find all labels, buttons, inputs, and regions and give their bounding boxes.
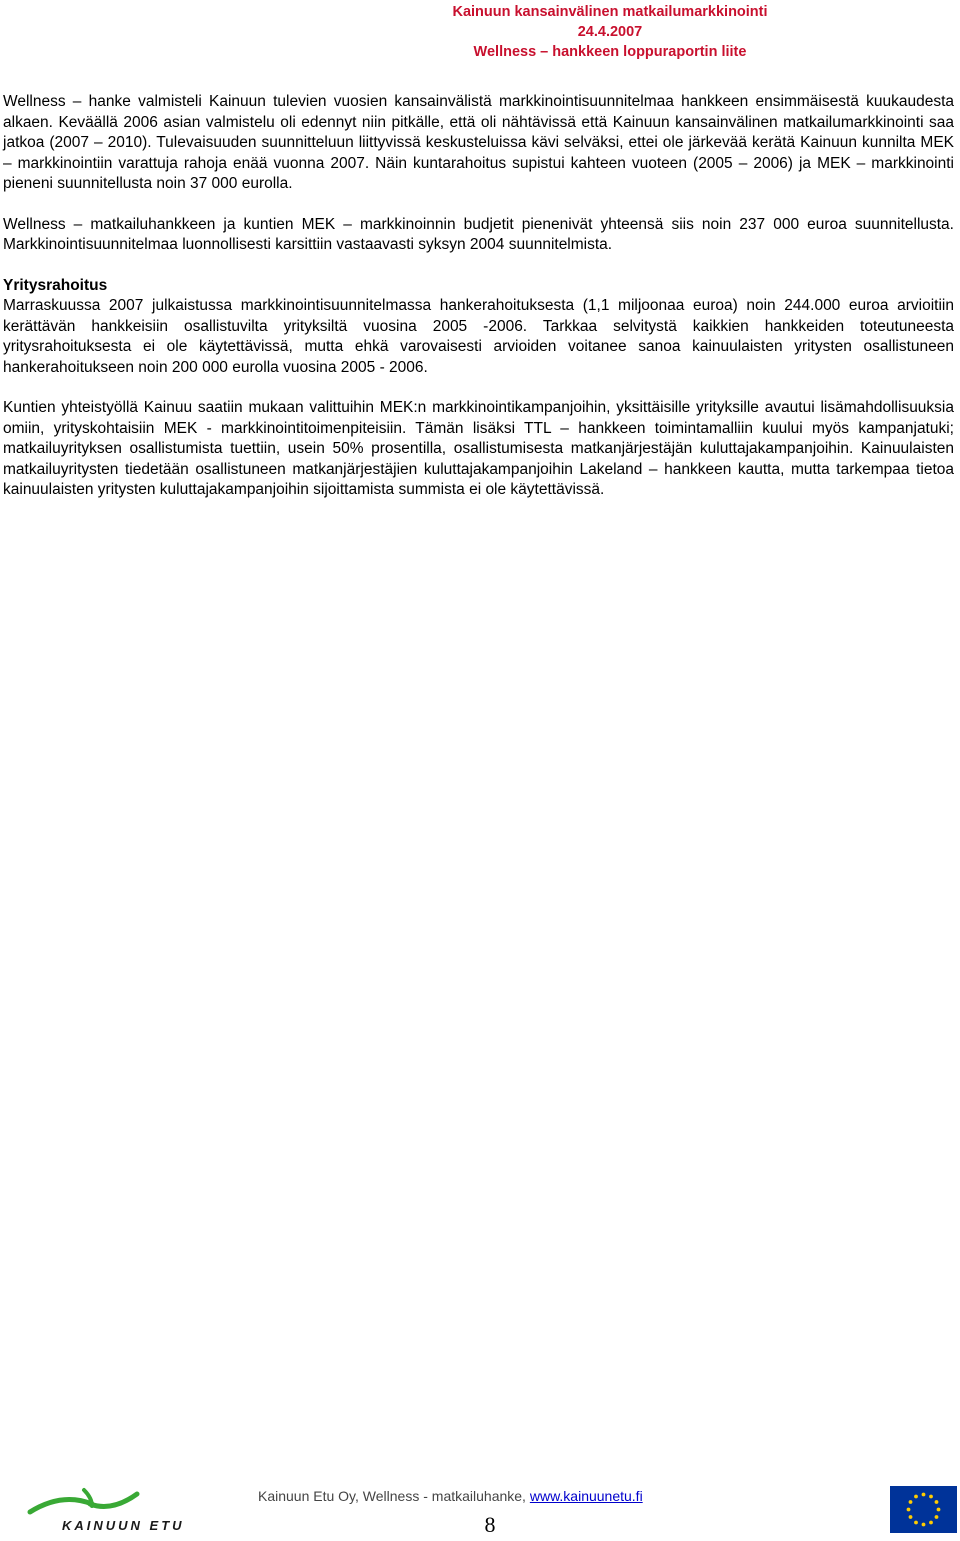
page-number: 8 [484,1512,496,1537]
eu-star [909,1500,913,1504]
eu-star [922,1493,926,1497]
eu-star [929,1521,933,1525]
footer [258,1487,718,1505]
header-subtitle: Wellness – hankkeen loppuraportin liite [473,44,747,60]
kainuun-etu-logo [22,1482,227,1534]
eu-star [914,1495,918,1499]
eu-star [937,1508,941,1512]
eu-star [907,1508,911,1512]
paragraph-campaigns: Kuntien yhteistyöllä Kainuu saatiin mukaan valittuihin MEK:n markkinointikampanjoihin, yksittäisille yrityksille avautui lisämahdollisuuksia omiin, yrityskohtaisiin MEK - markkinointitoimenpiteisiin. Tämän lisäksi TTL – hankkeen toimintamalliin kuului myös kampanjatuki; matkailuyrityksen osallistumista tuettiin, usein 50% prosentilla, osallistumisesta matkanjärjestäjän kuluttajakampanjoihin. Kainuulaisten matkailuyritysten tiedetään osallistuneen matkanjärjestäjien kuluttajakampanjoihin Lakeland – hankkeen kautta, mutta tarkempaa tietoa kainuulaisten yritysten kuluttajakampanjoihin sijoittamista summista ei ole käytettävissä. [3,399,954,498]
header-title: Kainuun kansainvälinen matkailumarkkinointi [452,4,768,20]
eu-star [909,1515,913,1519]
eu-star [935,1515,939,1519]
paragraph-company-funding: Marraskuussa 2007 julkaistussa markkinointisuunnitelmassa hankerahoituksesta (1,1 miljoonaa euroa) noin 244.000 euroa arvioitiin kerättävän hankkeisiin osallistuvilta yrityksiltä vuosina 2005 -2006. Tarkkaa selvitystä kaikkien hankkeiden toteutuneesta yritysrahoituksesta ei ole käytettävissä, mutta ehkä varovaisesti arvioiden voitanee sanoa kainuulaisten yritysten osallistuneen hankerahoitukseen noin 200 000 eurolla vuosina 2005 - 2006. [3,297,954,376]
footer-website-link[interactable]: www.kainuunetu.fi [529,1488,643,1504]
paragraph-wellness-planning: Wellness – hanke valmisteli Kainuun tulevien vuosien kansainvälistä markkinointisuunnitelmaa hankkeen ensimmäisestä kuukaudesta alkaen. Keväällä 2006 asian valmistelu oli edennyt niin pitkälle, että oli nähtävissä että Kainuun kansainvälinen matkailumarkkinointi saa jatkoa (2007 – 2010). Tulevaisuuden suunnitteluun liittyvissä keskusteluissa kävi selväksi, ettei ole järkevää kerätä Kainuun kunnilta MEK – markkinointiin varattuja rahoja enää vuonna 2007. Näin kuntarahoitus supistui kahteen vuoteen (2005 – 2006) ja MEK – markkinointi pieneni suunnitellusta noin 37 000 eurolla. [3,93,954,192]
logo-swoosh-right [90,1494,137,1506]
logo-swoosh-left [30,1500,92,1513]
document-body [3,92,954,501]
document-header [250,2,960,62]
header-date: 24.4.2007 [577,24,643,40]
logo-text: KAINUUN ETU [62,1518,185,1533]
eu-flag-icon [890,1486,957,1533]
eu-star [922,1523,926,1527]
paragraph-budget: Wellness – matkailuhankkeen ja kuntien MEK – markkinoinnin budjetit pienenivät yhteensä siis noin 237 000 euroa suunnitellusta. Markkinointisuunnitelmaa luonnollisesti karsittiin vastaavasti syksyn 2004 suunnitelmista. [3,215,954,253]
eu-star [914,1521,918,1525]
eu-star [929,1495,933,1499]
eu-star [935,1500,939,1504]
section-heading-yritysrahoitus: Yritysrahoitus [3,276,108,294]
footer-text: Kainuun Etu Oy, Wellness - matkailuhanke, [258,1488,530,1504]
